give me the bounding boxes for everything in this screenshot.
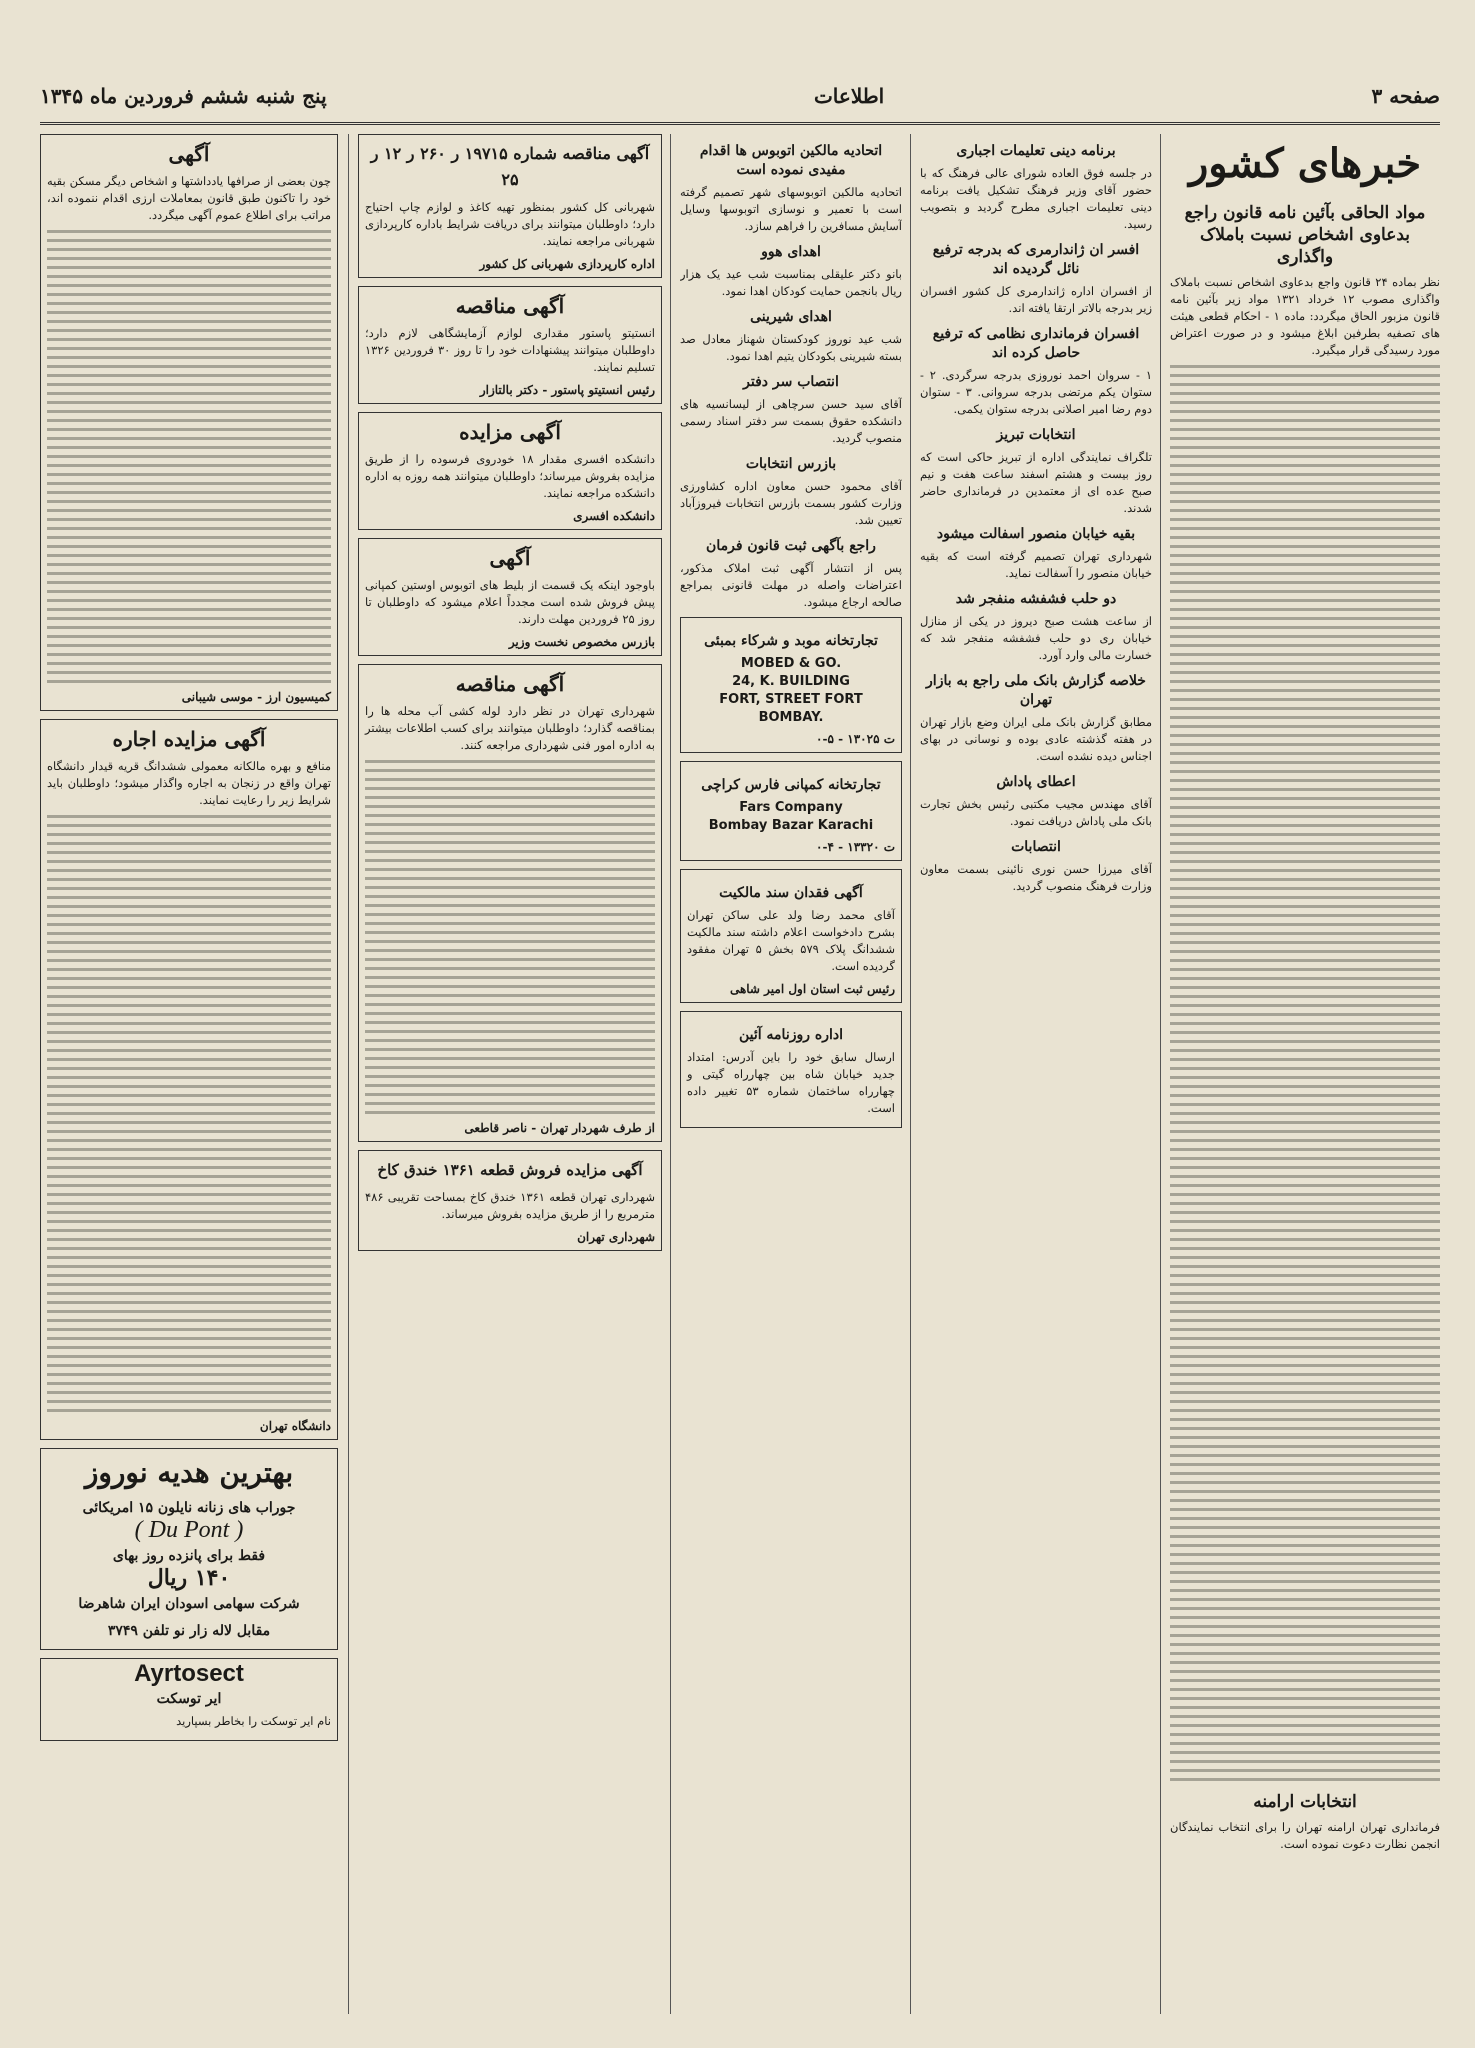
advert-currency-commission [40,134,338,711]
article-body: بانو دکتر علیقلی بمناسبت شب عید یک هزار ریال بانجمن حمایت کودکان اهدا نمود. [680,267,902,298]
issue-date: پنج شنبه ششم فروردین ماه ۱۳۴۵ [40,84,327,108]
news-column-1 [1170,134,1440,2014]
column-divider [348,134,349,2014]
advert-body: چون بعضی از صرافها یادداشتها و اشخاص دیگر مسکن بقیه خود را تاکنون طبق قانون بمعاملات ارزی اقدام ننموده اند، مراتب برای اطلاع عموم آگهی میگردد. [47,174,331,222]
advert-title: اداره روزنامه آئین [739,1027,843,1043]
article-head: مواد الحاقی بآئین نامه قانون راجع بدعاوی اشخاص نسبت باملاک واگذاری [1184,203,1426,267]
brand-name: ( Du Pont ) [134,1517,244,1543]
advert-notice [358,538,662,656]
advert-footer: ت ۱۳۳۲۰ - ۴-۰ [816,840,895,854]
article-head: اتحادیه مالکین اتوبوس ها اقدام مفیدی نموده است [699,143,883,178]
article-head: برنامه دینی تعلیمات اجباری [956,143,1116,159]
advert-body: شهربانی کل کشور بمنظور تهیه کاغذ و لوازم چاپ احتیاج دارد؛ داوطلبان میتوانند برای دریافت شرایط باداره کارپردازی شهربانی مراجعه نمایند. [365,200,655,248]
advert-tender-police [358,134,662,278]
text-block [47,230,331,683]
article-head: اهدای هوو [761,244,821,260]
advert-lease-auction [40,719,338,1440]
column-divider [1160,134,1161,2014]
advert-body: انستیتو پاستور مقداری لوازم آزمایشگاهی لازم دارد؛ داوطلبان میتوانند پیشنهادات خود را تا روز ۳۰ فروردین ۱۳۲۶ تسلیم نمایند. [365,326,655,374]
article-body: مطابق گزارش بانک ملی ایران وضع بازار تهران در هفته گذشته عادی بوده و نوسانی در بهای اجناس دیده نشده است. [920,715,1152,763]
article-body: فرمانداری تهران ارامنه تهران را برای انتخاب نمایندگان انجمن نظارت دعوت نموده است. [1170,1820,1440,1851]
news-column-3 [680,134,902,2014]
advert-mobed [680,617,902,753]
article-body: آقای مهندس مجیب مکتبی رئیس بخش تجارت بانک ملی پاداش دریافت نمود. [920,797,1152,828]
advert-fars [680,761,902,861]
advert-auction-khandaq [358,1150,662,1251]
advert-body: باوجود اینکه یک قسمت از بلیط های اتوبوس اوستین کمپانی پیش فروش شده است مجدداً اعلام میشود که داوطلبان تا روز ۲۵ فروردین مهلت دارند. [365,578,655,626]
column-divider [910,134,911,2014]
advert-title: آگهی فقدان سند مالکیت [719,885,863,901]
advert-title: آگهی مناقصه [455,294,565,318]
advert-footer: ت ۱۳۰۲۵ - ۵-۰ [816,732,895,746]
advert-line: FORT, STREET FORT [719,692,863,707]
advert-tender-municipality [358,664,662,1142]
article-head: راجع بآگهی ثبت قانون فرمان [706,538,876,554]
advert-nowruz-stockings [40,1448,338,1650]
advert-title: آگهی [489,546,531,570]
advert-body: شهرداری تهران قطعه ۱۳۶۱ خندق کاخ بمساحت تقریبی ۴۸۶ مترمربع را از طریق مزایده بفروش میرساند. [365,1190,655,1221]
newspaper-page [40,70,1440,2020]
article-head: افسران فرمانداری نظامی که ترفیع حاصل کرده اند [932,326,1140,361]
article-body: شب عید نوروز کودکستان شهناز معادل صد بسته شیرینی بکودکان یتیم اهدا نمود. [680,332,902,363]
article-body: آقای سید حسن سرچاهی از لیسانسیه های دانشکده حقوق بسمت سر دفتر اسناد رسمی منصوب گردید. [680,397,902,445]
article-head: بازرس انتخابات [745,456,837,472]
advert-title: تجارتخانه موبد و شرکاء بمبئی [704,633,878,649]
advert-title: آگهی مناقصه شماره ۱۹۷۱۵ ر ۲۶۰ ر ۱۲ ر ۲۵ [370,144,650,189]
advert-title: آگهی مناقصه [455,672,565,696]
article-head: انتصاب سر دفتر [743,374,839,390]
adverts-column [40,134,338,2014]
advert-footer: کمیسیون ارز - موسی شیبانی [181,690,331,704]
advert-footer: رئیس ثبت استان اول امیر شاهی [729,982,895,996]
article-head: بقیه خیابان منصور اسفالت میشود [936,526,1136,542]
advert-line: Bombay Bazar Karachi [708,818,874,833]
advert-title: آگهی [168,142,210,166]
advert-body: آقای محمد رضا ولد علی ساکن تهران بشرح دادخواست اعلام داشته سند مالکیت ششدانگ پلاک ۵۷۹ بخش ۵ تهران مفقود گردیده است. [687,908,895,973]
article-body: نظر بماده ۲۴ قانون واجع بدعاوی اشخاص نسبت باملاک واگذاری مصوب ۱۲ خرداد ۱۳۲۱ مواد زیر بآئین نامه قانون مزبور الحاق میگردد: ماده ۱ - احکام قطعی هیئت های تصفیه بطرفین ابلاغ میشود و در صورت اعتراض مورد رسیدگی قرار میگیرد. [1170,275,1440,357]
news-column-2 [920,134,1152,2014]
company-address: مقابل لاله زار نو تلفن ۳۷۴۹ [107,1623,271,1639]
page-number: صفحه ۳ [1371,84,1440,108]
section-title: خبرهای کشور [1188,140,1422,187]
advert-footer: رئیس انستیتو پاستور - دکتر بالتازار [479,383,655,397]
advert-footer: شهرداری تهران [577,1230,655,1244]
advert-tender-pasteur [358,286,662,404]
advert-title: بهترین هدیه نوروز [84,1456,294,1489]
advert-body: دانشکده افسری مقدار ۱۸ خودروی فرسوده را از طریق مزایده بفروش میرساند؛ داوطلبان میتوانند همه روزه به اداره دانشکده مراجعه نمایند. [365,452,655,500]
article-head: اعطای پاداش [996,774,1076,790]
article-body: پس از انتشار آگهی ثبت املاک مذکور، اعتراضات واصله در مهلت قانونی بمراجع صالحه ارجاع میشود. [680,561,902,609]
article-body: ۱ - سروان احمد نوروزی بدرجه سرگردی. ۲ - ستوان یکم مرتضی بدرجه سروانی. ۳ - ستوان دوم رضا امیر اصلانی بدرجه ستوان یکمی. [920,368,1152,416]
advert-title: Ayrtosect [134,1660,244,1687]
advert-line: BOMBAY. [758,710,824,725]
paper-name: اطلاعات [813,84,885,108]
article-body: شهرداری تهران تصمیم گرفته است که بقیه خیابان منصور را آسفالت نماید. [920,549,1152,580]
company-name: شرکت سهامی اسودان ایران شاهرضا [78,1596,300,1612]
advert-body: منافع و بهره مالکانه معمولی ششدانگ قریه قیدار دانشگاه تهران واقع در زنجان به اجاره واگذار میشود؛ داوطلبان باید شرایط زیر را رعایت نمایند. [47,759,331,807]
advert-body: شهرداری تهران در نظر دارد لوله کشی آب محله ها را بمناقصه گذارد؛ داوطلبان میتوانند برای کسب اطلاعات بیشتر به اداره امور فنی شهرداری مراجعه کنند. [365,704,655,752]
article-head: افسر ان ژاندارمری که بدرجه ترفیع نائل گردیده اند [932,242,1140,277]
advert-footer: اداره کارپردازی شهربانی کل کشور [479,257,655,271]
article-head: اهدای شیرینی [750,309,832,325]
column-divider [670,134,671,2014]
advert-line: Fars Company [739,800,843,815]
text-block [1170,365,1440,1781]
advert-title: آگهی مزایده [459,420,561,444]
advert-lost-deed [680,869,902,1003]
article-head: خلاصه گزارش بانک ملی راجع به بازار تهران [926,673,1146,708]
advert-line: MOBED & GO. [740,656,842,671]
article-head: دو حلب فشفشه منفجر شد [955,591,1117,607]
advert-footer: دانشکده افسری [573,509,655,523]
advert-ayrtosect [40,1658,338,1741]
tenders-column [358,134,662,2014]
article-body: آقای محمود حسن معاون اداره کشاورزی وزارت کشور بسمت بازرس انتخابات فیروزآباد تعیین شد. [680,479,902,527]
advert-ayin [680,1011,902,1128]
advert-line: 24, K. BUILDING [732,674,850,689]
advert-footer: بازرس مخصوص نخست وزیر [508,635,655,649]
text-block [47,815,331,1412]
advert-title: تجارتخانه کمپانی فارس کراچی [701,777,881,793]
advert-body: ارسال سابق خود را باین آدرس: امتداد جدید خیابان شاه بین چهارراه گیتی و چهارراه ساختمان شماره ۵۳ تغییر داده است. [687,1050,895,1115]
advert-subtitle: جوراب های زنانه نایلون ۱۵ امریکائی [82,1500,296,1516]
article-head: انتخابات ارامنه [1253,1792,1357,1812]
advert-subtitle: ایر توسکت [156,1691,222,1707]
article-body: از ساعت هشت صبح دیروز در یکی از منازل خیابان ری دو حلب فشفشه منفجر شد که خسارت مالی وارد آورد. [920,614,1152,662]
price-note: فقط برای پانزده روز بهای [112,1548,266,1564]
article-body: در جلسه فوق العاده شورای عالی فرهنگ که با حضور آقای وزیر فرهنگ تشکیل یافت برنامه دینی تعلیمات اجباری مطرح گردید و بتصویب رسید. [920,166,1152,231]
advert-body: نام ایر توسکت را بخاطر بسپارید [176,1714,331,1728]
text-block [365,760,655,1114]
article-body: اتحادیه مالکین اتوبوسهای شهر تصمیم گرفته است با تعمیر و نوسازی اتوبوسها وسایل آسایش مسافرین را فراهم سازد. [680,185,902,233]
article-body: تلگراف نمایندگی اداره از تبریز حاکی است که روز بیست و هشتم اسفند ساعت هفت و نیم صبح عده ای از معتمدین در فرمانداری حاضر شدند. [920,450,1152,515]
advert-footer: دانشگاه تهران [259,1419,331,1433]
advert-title: آگهی مزایده اجاره [112,727,266,751]
advert-title: آگهی مزایده فروش قطعه ۱۳۶۱ خندق کاخ [377,1161,643,1179]
price: ۱۴۰ ریال [147,1565,231,1591]
page-header [40,70,1440,125]
article-body: آقای میرزا حسن نوری نائینی بسمت معاون وزارت فرهنگ منصوب گردید. [920,862,1152,893]
advert-footer: از طرف شهردار تهران - ناصر قاطعی [464,1121,655,1135]
article-body: از افسران اداره ژاندارمری کل کشور افسران زیر بدرجه بالاتر ارتقا یافته اند. [920,284,1152,315]
article-head: انتخابات تبریز [996,427,1076,443]
advert-auction-officer-school [358,412,662,530]
article-head: انتصابات [1011,839,1061,855]
